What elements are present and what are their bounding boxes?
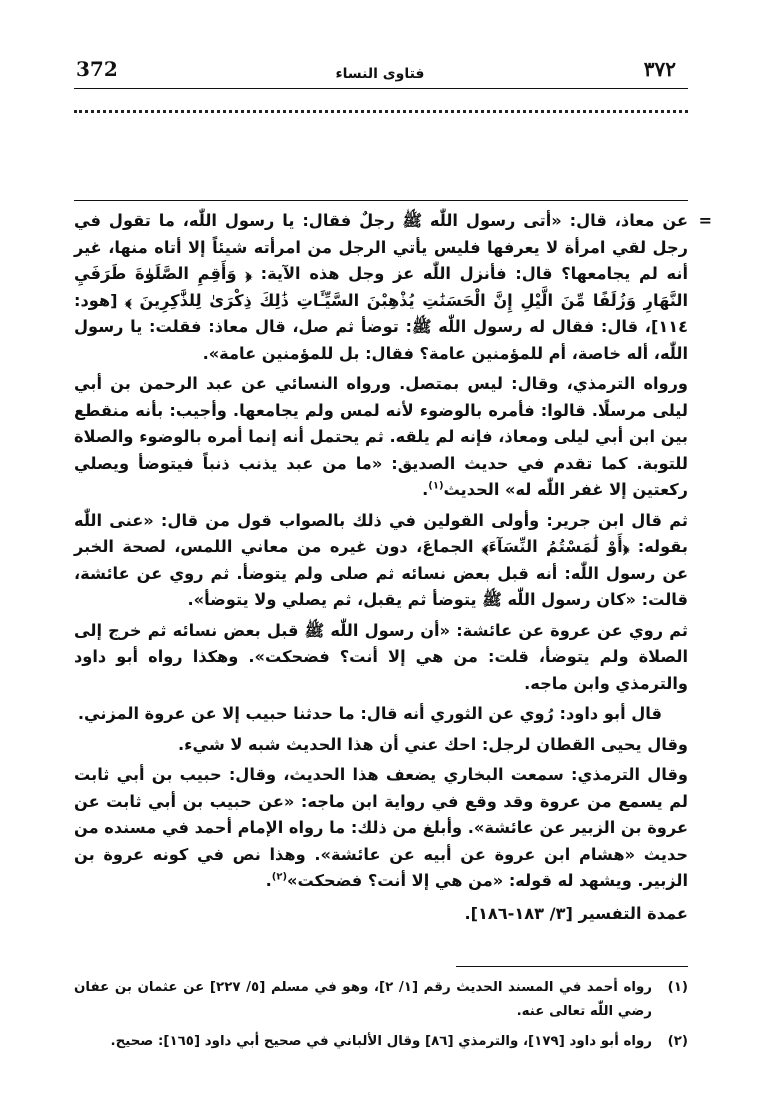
paragraph-5 [74,701,688,728]
paragraph-1-text: عن معاذ، قال: «أتى رسول اللّٰه ﷺ رجلٌ فقال: يا رسول اللّٰه، ما تقول في رجل لقي امرأة لا يعرفها فليس يأتي الرجل من امرأته شيئاً إلا أتاه منها، غير أنه لم يجامعها؟ قال: فأنزل اللّٰه عز وجل هذه الآية: ﴿ وَأَقِمِ الصَّلَوٰةَ طَرَفَيِ النَّهَارِ وَزُلَفًا مِّنَ الَّيْلِ إِنَّ الْحَسَنَٰتِ يُذْهِبْنَ السَّيِّـَٔاتِ ذَٰلِكَ ذِكْرَىٰ لِلذَّٰكِرِينَ ﴾ [هود: ١١٤]، قال: فقال له رسول اللّٰه ﷺ: توضأ ثم صل، قال معاذ: فقلت: يا رسول اللّٰه، أله خاصة، أم للمؤمنين عامة؟ فقال: بل للمؤمنين عامة». [74,211,688,363]
footnote-1-number: (١) [667,980,688,995]
continuation-mark: = [698,211,712,230]
footnote-2 [74,1030,688,1054]
footnote-1-text: رواه أحمد في المسند الحديث رقم [١/ ٢]، وهو في مسلم [٥/ ٢٢٧] عن عثمان بن عفان رضي اللّٰه تعالى عنه. [74,980,652,1019]
paragraph-2 [74,371,688,504]
page-number-latin: 372 [76,57,118,81]
paragraph-4 [74,618,688,698]
paragraph-7-text: وقال الترمذي: سمعت البخاري يضعف هذا الحديث، وقال: حبيب بن أبي ثابت لم يسمع من عروة وقد وقع في رواية ابن ماجه: «عن حبيب بن أبي ثابت عن عروة بن الزبير عن عائشة». وأبلغ من ذلك: ما رواه الإمام أحمد في مسنده من حديث «هشام ابن عروة عن أبيه عن عائشة». وهذا نص في كونه عروة بن الزبير. ويشهد له قوله: «من هي إلا أنت؟ فضحكت» [74,765,688,890]
paragraph-6 [74,732,688,759]
paragraph-3 [74,508,688,614]
footnotes [74,976,688,1060]
paragraph-3-text: ثم قال ابن جرير: وأولى القولين في ذلك بالصواب قول من قال: «عنى اللّٰه بقوله: ﴿أَوْ لَٰمَسْتُمُ النِّسَآءَ﴾ الجماعَ، دون غيره من معاني اللمس، لصحة الخبر عن رسول اللّٰه: أنه قبل بعض نسائه ثم صلى ولم يتوضأ. ثم روي عن عائشة، قالت: «كان رسول اللّٰه ﷺ يتوضأ ثم يقبل، ثم يصلي ولا يتوضأ». [74,510,688,609]
dotted-separator [74,110,688,113]
paragraph-7-tail: . [265,871,272,890]
footnote-rule [456,966,688,967]
body-text [74,208,712,931]
header-rule [74,88,688,89]
paragraph-6-text: وقال يحيى القطان لرجل: احك عني أن هذا الحديث شبه لا شيء. [178,734,688,754]
source-reference: عمدة التفسير [٣/ ١٨٣-١٨٦]. [464,903,688,923]
footnote-2-number: (٢) [667,1034,688,1049]
section-rule [74,200,688,201]
page-number-arabic: ٣٧٢ [643,57,676,81]
footnote-ref-1: (١) [428,480,444,492]
paragraph-7 [74,762,688,895]
paragraph-2-text: ورواه الترمذي، وقال: ليس بمتصل. ورواه النسائي عن عبد الرحمن بن أبي ليلى مرسلًا. قالوا: فأمره بالوضوء لأنه لمس ولم يجامعها. وأجيب: بأنه منقطع بين ابن أبي ليلى ومعاذ، فإنه لم يلقه. ثم يحتمل أنه إنما أمره بالوضوء والصلاة للتوبة. كما تقدم في حديث الصديق: «ما من عبد يذنب ذنباً فيتوضأ ويصلي ركعتين إلا غفر اللّٰه له» الحديث [74,374,688,499]
paragraph-4-text: ثم روي عن عروة عن عائشة: «أن رسول اللّٰه ﷺ قبل بعض نسائه ثم خرج إلى الصلاة ولم يتوضأ، قلت: من هي إلا أنت؟ فضحكت». وهكذا رواه أبو داود والترمذي وابن ماجه. [74,620,688,693]
footnote-1 [74,976,688,1024]
footnote-2-text: رواه أبو داود [١٧٩]، والترمذي [٨٦] وقال الألباني في صحيح أبي داود [١٦٥]: صحيح. [110,1034,652,1049]
paragraph-2-tail: . [422,480,429,499]
paragraph-1 [74,208,712,367]
footnote-ref-2: (٢) [271,871,288,883]
running-title: فتاوى النساء [335,66,425,82]
paragraph-5-text: قال أبو داود: رُوي عن الثوري أنه قال: ما حدثنا حبيب إلا عن عروة المزني. [77,704,662,723]
